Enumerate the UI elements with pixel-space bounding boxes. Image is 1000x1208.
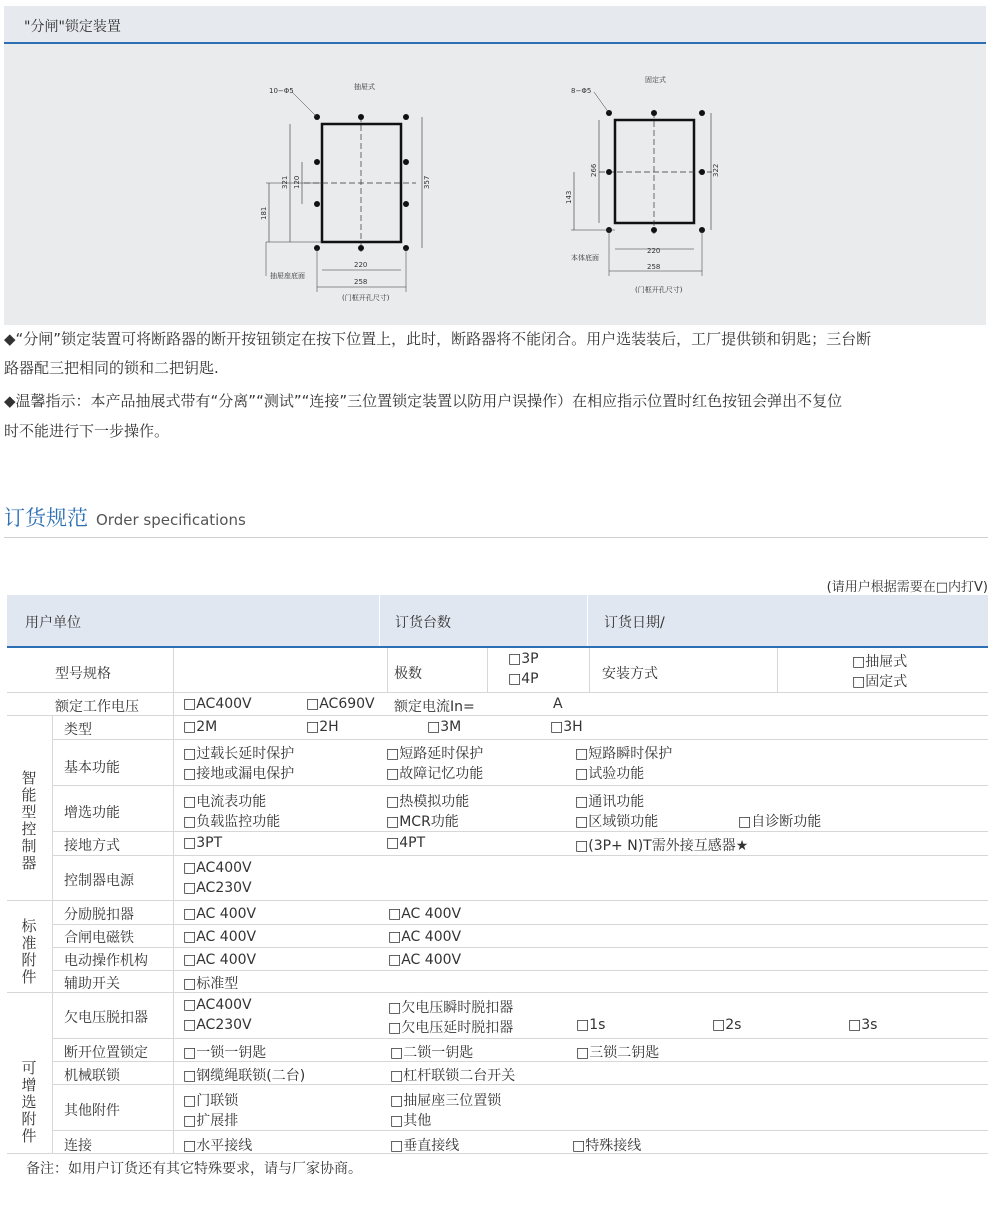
checkbox-extra[interactable]: □负载监控功能 bbox=[183, 814, 281, 830]
checkbox-basic[interactable]: □试验功能 bbox=[575, 766, 645, 782]
checkbox-mech[interactable]: □钢缆绳联锁(二台) bbox=[183, 1068, 306, 1084]
checkbox-4p[interactable]: □4P bbox=[508, 671, 539, 687]
checkbox-other[interactable]: □扩展排 bbox=[183, 1113, 239, 1129]
dim-label: 120 bbox=[293, 175, 301, 189]
model-label: 型号规格 bbox=[55, 666, 111, 682]
dimension-figure bbox=[4, 44, 986, 325]
drawout-title: 抽屉式 bbox=[354, 83, 375, 91]
mech-label: 机械联锁 bbox=[64, 1068, 120, 1084]
group-standard: 标准附件 bbox=[21, 917, 37, 986]
divider bbox=[4, 537, 988, 538]
type-label: 类型 bbox=[64, 722, 92, 738]
drawout-drawing bbox=[260, 82, 431, 302]
checkbox-basic[interactable]: □短路延时保护 bbox=[386, 746, 484, 762]
row-divider bbox=[52, 947, 988, 948]
undervolt-label: 欠电压脱扣器 bbox=[64, 1010, 148, 1026]
checkbox-uv-ac230v[interactable]: □AC230V bbox=[183, 1017, 252, 1033]
dim-label: 322 bbox=[712, 163, 720, 177]
checkbox-extra[interactable]: □区域锁功能 bbox=[575, 814, 659, 830]
fixed-caption: (门框开孔尺寸) bbox=[635, 286, 683, 294]
checkbox-2s[interactable]: □2s bbox=[712, 1017, 742, 1033]
col-divider bbox=[387, 648, 388, 692]
checkbox-ac400v[interactable]: □AC400V bbox=[183, 696, 252, 712]
checkbox-basic[interactable]: □过载长延时保护 bbox=[183, 746, 295, 762]
checkbox-openlock[interactable]: □三锁二钥匙 bbox=[576, 1045, 660, 1061]
checkbox-4pt[interactable]: □4PT bbox=[386, 835, 426, 851]
checkbox-other[interactable]: □其他 bbox=[390, 1113, 432, 1129]
dim-label: 321 bbox=[281, 175, 289, 189]
checkbox-3p[interactable]: □3P bbox=[508, 651, 539, 667]
paragraph-1-line-1: ◆“分闸”锁定装置可将断路器的断开按钮锁定在按下位置上，此时，断路器将不能闭合。用户选装装后，工厂提供锁和钥匙；三台断 bbox=[4, 330, 872, 348]
header-qty: 订货台数 bbox=[395, 615, 451, 631]
order-note: 备注：如用户订货还有其它特殊要求，请与厂家协商。 bbox=[26, 1161, 362, 1177]
row-divider bbox=[52, 924, 988, 925]
order-hint: (请用户根据需要在□内打V) bbox=[826, 580, 988, 595]
row-divider bbox=[52, 970, 988, 971]
order-title-cn: 订货规范 bbox=[4, 506, 88, 530]
fixed-base-label: 本体底面 bbox=[571, 254, 599, 262]
checkbox-ctrl-ac400v[interactable]: □AC400V bbox=[183, 860, 252, 876]
row-divider bbox=[52, 1038, 988, 1039]
poles-label: 极数 bbox=[394, 666, 422, 682]
dimension-drawings bbox=[4, 44, 986, 325]
checkbox-fixed[interactable]: □固定式 bbox=[852, 674, 908, 690]
checkbox-extra[interactable]: □自诊断功能 bbox=[738, 814, 822, 830]
dim-label: 181 bbox=[260, 206, 268, 220]
dim-label: 220 bbox=[647, 247, 661, 255]
dim-label: 357 bbox=[423, 175, 431, 189]
row-divider bbox=[7, 992, 988, 993]
paragraph-1-line-2: 路器配三把相同的锁和二把钥匙. bbox=[4, 359, 219, 377]
checkbox-basic[interactable]: □短路瞬时保护 bbox=[575, 746, 673, 762]
checkbox-3h[interactable]: □3H bbox=[550, 719, 583, 735]
row-divider bbox=[52, 1130, 988, 1131]
checkbox-basic[interactable]: □接地或漏电保护 bbox=[183, 766, 295, 782]
shunt-label: 分励脱扣器 bbox=[64, 907, 134, 923]
checkbox-closing[interactable]: □AC 400V bbox=[388, 929, 462, 945]
checkbox-openlock[interactable]: □一锁一钥匙 bbox=[183, 1045, 267, 1061]
checkbox-ctrl-ac230v[interactable]: □AC230V bbox=[183, 880, 252, 896]
checkbox-1s[interactable]: □1s bbox=[576, 1017, 606, 1033]
row-divider bbox=[52, 831, 988, 832]
checkbox-aux[interactable]: □标准型 bbox=[183, 976, 239, 992]
ctrl-power-label: 控制器电源 bbox=[64, 873, 134, 889]
checkbox-mech[interactable]: □杠杆联锁二台开关 bbox=[390, 1068, 516, 1084]
checkbox-3m[interactable]: □3M bbox=[427, 719, 462, 735]
drawout-hole-label: 10−Φ5 bbox=[269, 87, 294, 95]
dim-label: 258 bbox=[354, 278, 368, 286]
openlock-label: 断开位置锁定 bbox=[64, 1045, 148, 1061]
conn-label: 连接 bbox=[64, 1138, 92, 1154]
dim-label: 220 bbox=[354, 261, 368, 269]
checkbox-ac690v[interactable]: □AC690V bbox=[306, 696, 375, 712]
checkbox-closing[interactable]: □AC 400V bbox=[183, 929, 257, 945]
paragraph-2-line-2: 时不能进行下一步操作。 bbox=[4, 422, 170, 440]
checkbox-conn[interactable]: □垂直接线 bbox=[390, 1138, 460, 1154]
paragraph-2-line-1: ◆温馨指示：本产品抽展式带有“分离”“测试”“连接”三位置锁定装置以防用户误操作）在相应指示位置时红色按钮会弹出不复位 bbox=[4, 392, 843, 410]
ground-label: 接地方式 bbox=[64, 838, 120, 854]
current-label: 额定电流In= bbox=[394, 699, 475, 715]
col-divider bbox=[52, 715, 53, 1153]
motor-label: 电动操作机构 bbox=[64, 953, 148, 969]
checkbox-extra[interactable]: □电流表功能 bbox=[183, 794, 267, 810]
checkbox-extra[interactable]: □通讯功能 bbox=[575, 794, 645, 810]
checkbox-3s[interactable]: □3s bbox=[848, 1017, 878, 1033]
fixed-title: 固定式 bbox=[645, 76, 666, 84]
current-unit: A bbox=[553, 696, 563, 712]
col-divider bbox=[173, 692, 174, 1153]
row-divider bbox=[52, 785, 988, 786]
header-date: 订货日期/ bbox=[604, 615, 665, 631]
checkbox-shunt[interactable]: □AC 400V bbox=[183, 906, 257, 922]
checkbox-uv-delay[interactable]: □欠电压延时脱扣器 bbox=[388, 1020, 514, 1036]
checkbox-3pt[interactable]: □3PT bbox=[183, 835, 223, 851]
order-title-en: Order specifications bbox=[96, 511, 246, 529]
extra-label: 增选功能 bbox=[64, 805, 120, 821]
checkbox-openlock[interactable]: □二锁一钥匙 bbox=[390, 1045, 474, 1061]
checkbox-motor[interactable]: □AC 400V bbox=[183, 952, 257, 968]
basic-label: 基本功能 bbox=[64, 760, 120, 776]
row-divider bbox=[7, 692, 988, 693]
checkbox-motor[interactable]: □AC 400V bbox=[388, 952, 462, 968]
checkbox-2m[interactable]: □2M bbox=[183, 719, 218, 735]
row-divider bbox=[52, 855, 988, 856]
dim-label: 143 bbox=[565, 190, 573, 204]
group-optional: 可增选附件 bbox=[21, 1059, 37, 1145]
col-divider bbox=[487, 648, 488, 692]
row-divider bbox=[7, 900, 988, 901]
aux-label: 辅助开关 bbox=[64, 976, 120, 992]
checkbox-extra[interactable]: □MCR功能 bbox=[386, 814, 459, 830]
col-divider bbox=[173, 648, 174, 692]
drawout-caption: (门框开孔尺寸) bbox=[342, 294, 390, 302]
order-table-header bbox=[7, 595, 988, 648]
group-controller: 智能型控制器 bbox=[21, 769, 37, 872]
checkbox-uv-instant[interactable]: □欠电压瞬时脱扣器 bbox=[388, 1000, 514, 1016]
section-title: "分闸"锁定装置 bbox=[24, 19, 121, 35]
section-header bbox=[4, 6, 986, 44]
checkbox-basic[interactable]: □故障记忆功能 bbox=[386, 766, 484, 782]
checkbox-conn[interactable]: □特殊接线 bbox=[572, 1138, 642, 1154]
checkbox-other[interactable]: □抽屉座三位置锁 bbox=[390, 1093, 502, 1109]
closing-label: 合闸电磁铁 bbox=[64, 930, 134, 946]
checkbox-uv-ac400v[interactable]: □AC400V bbox=[183, 997, 252, 1013]
checkbox-other[interactable]: □门联锁 bbox=[183, 1093, 239, 1109]
checkbox-3pnt[interactable]: □(3P+ N)T需外接互感器★ bbox=[575, 838, 749, 854]
checkbox-drawout[interactable]: □抽屉式 bbox=[852, 654, 908, 670]
dim-label: 266 bbox=[590, 163, 598, 177]
drawout-base-label: 抽屉座底面 bbox=[270, 272, 305, 280]
col-divider bbox=[777, 648, 778, 692]
checkbox-extra[interactable]: □热模拟功能 bbox=[386, 794, 470, 810]
header-user: 用户单位 bbox=[25, 615, 81, 631]
checkbox-shunt[interactable]: □AC 400V bbox=[388, 906, 462, 922]
row-divider bbox=[52, 739, 988, 740]
col-divider bbox=[589, 648, 590, 692]
other-label: 其他附件 bbox=[64, 1103, 120, 1119]
row-divider bbox=[7, 1153, 988, 1154]
install-label: 安装方式 bbox=[602, 666, 658, 682]
fixed-hole-label: 8−Φ5 bbox=[571, 87, 592, 95]
voltage-label: 额定工作电压 bbox=[55, 699, 139, 715]
fixed-drawing bbox=[565, 75, 720, 294]
dim-label: 258 bbox=[647, 263, 661, 271]
checkbox-2h[interactable]: □2H bbox=[306, 719, 339, 735]
row-divider bbox=[7, 715, 988, 716]
checkbox-conn[interactable]: □水平接线 bbox=[183, 1138, 253, 1154]
order-section-title bbox=[4, 502, 246, 532]
